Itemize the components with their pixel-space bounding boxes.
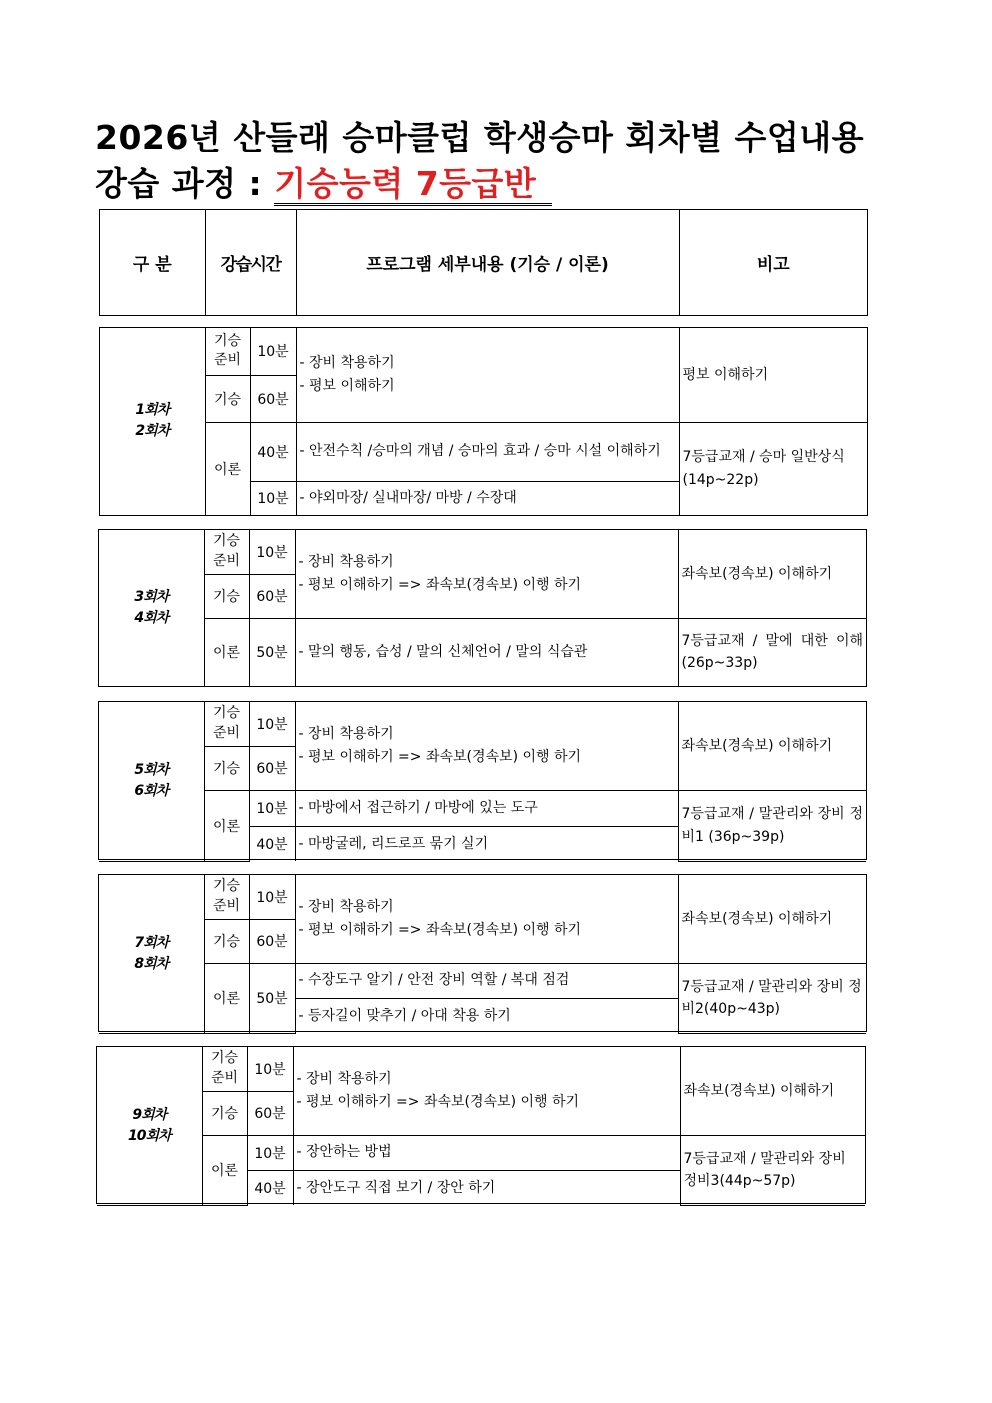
prep-label: 기승 준비 xyxy=(205,328,250,375)
theory-note: 7등급교재 / 말관리와 장비 정비3(44p~57p) xyxy=(680,1135,865,1205)
theory-note: 7등급교재 / 말에 대한 이해 (26p~33p) xyxy=(678,618,866,686)
theory-label: 이론 xyxy=(205,422,250,515)
theory-label: 이론 xyxy=(204,963,249,1033)
theory-time: 10분 xyxy=(250,481,296,515)
ride-label: 기승 xyxy=(204,574,249,618)
ride-content: - 장비 착용하기 - 평보 이해하기 => 좌속보(경속보) 이행 하기 xyxy=(295,875,678,963)
theory-note: 7등급교재 / 승마 일반상식(14p~22p) xyxy=(679,422,867,515)
theory-content: - 등자길이 맞추기 / 아대 착용 하기 xyxy=(295,998,678,1033)
theory-content: - 수장도구 알기 / 안전 장비 역할 / 복대 점검 xyxy=(295,963,678,998)
ride-note: 좌속보(경속보) 이해하기 xyxy=(678,875,866,963)
prep-time: 10분 xyxy=(249,875,295,919)
table-header xyxy=(99,209,868,316)
theory-content: - 장안하는 방법 xyxy=(293,1135,680,1170)
session-block-4 xyxy=(98,874,867,1032)
theory-time: 50분 xyxy=(249,618,295,686)
ride-label: 기승 xyxy=(204,746,249,790)
theory-label: 이론 xyxy=(204,618,249,686)
theory-content: - 말의 행동, 습성 / 말의 신체언어 / 말의 식습관 xyxy=(295,618,678,686)
ride-time: 60분 xyxy=(249,574,295,618)
session-label: 1회차 2회차 xyxy=(100,328,205,515)
ride-content: - 장비 착용하기 - 평보 이해하기 => 좌속보(경속보) 이행 하기 xyxy=(293,1047,680,1135)
ride-content: - 장비 착용하기 - 평보 이해하기 => 좌속보(경속보) 이행 하기 xyxy=(295,530,678,618)
prep-label: 기승 준비 xyxy=(202,1047,247,1091)
session-label: 3회차 4회차 xyxy=(99,530,204,686)
theory-time: 50분 xyxy=(249,963,295,1033)
ride-time: 60분 xyxy=(247,1091,293,1135)
theory-time: 10분 xyxy=(249,790,295,826)
ride-label: 기승 xyxy=(202,1091,247,1135)
theory-content: - 장안도구 직접 보기 / 장안 하기 xyxy=(293,1170,680,1205)
course-line xyxy=(95,158,552,205)
prep-label: 기승 준비 xyxy=(204,530,249,574)
ride-content: - 장비 착용하기 - 평보 이해하기 => 좌속보(경속보) 이행 하기 xyxy=(295,702,678,790)
course-value: 기승능력 7등급반 xyxy=(274,164,552,206)
ride-note: 좌속보(경속보) 이해하기 xyxy=(680,1047,865,1135)
theory-label: 이론 xyxy=(204,790,249,861)
header-note: 비고 xyxy=(679,210,867,315)
prep-label: 기승 준비 xyxy=(204,702,249,746)
ride-time: 60분 xyxy=(249,919,295,963)
theory-note: 7등급교재 / 말관리와 장비 정비2(40p~43p) xyxy=(678,963,866,1033)
theory-content: - 마방에서 접근하기 / 마방에 있는 도구 xyxy=(295,790,678,826)
ride-time: 60분 xyxy=(250,375,296,422)
theory-time: 40분 xyxy=(250,422,296,481)
ride-label: 기승 xyxy=(205,375,250,422)
prep-time: 10분 xyxy=(247,1047,293,1091)
theory-time: 40분 xyxy=(247,1170,293,1205)
theory-label: 이론 xyxy=(202,1135,247,1205)
header-time: 강습시간 xyxy=(205,210,296,315)
ride-label: 기승 xyxy=(204,919,249,963)
theory-content: - 마방굴레, 리드로프 묶기 실기 xyxy=(295,826,678,861)
ride-note: 평보 이해하기 xyxy=(679,328,867,422)
page-title: 2026년 산들래 승마클럽 학생승마 회차별 수업내용 xyxy=(95,118,864,157)
course-label: 강습 과정 : xyxy=(95,164,275,203)
session-block-3 xyxy=(98,701,867,860)
theory-content: - 야외마장/ 실내마장/ 마방 / 수장대 xyxy=(296,481,679,515)
ride-note: 좌속보(경속보) 이해하기 xyxy=(678,702,866,790)
prep-time: 10분 xyxy=(249,702,295,746)
prep-time: 10분 xyxy=(249,530,295,574)
session-label: 7회차 8회차 xyxy=(99,875,204,1033)
session-block-2 xyxy=(98,529,867,687)
header-program: 프로그램 세부내용 (기승 / 이론) xyxy=(296,210,679,315)
session-block-5 xyxy=(96,1046,866,1204)
session-label: 5회차 6회차 xyxy=(99,702,204,861)
header-division: 구 분 xyxy=(100,210,205,315)
ride-note: 좌속보(경속보) 이해하기 xyxy=(678,530,866,618)
ride-time: 60분 xyxy=(249,746,295,790)
ride-content: - 장비 착용하기 - 평보 이해하기 xyxy=(296,328,679,422)
theory-time: 40분 xyxy=(249,826,295,861)
theory-content: - 안전수칙 /승마의 개념 / 승마의 효과 / 승마 시설 이해하기 xyxy=(296,422,679,481)
theory-time: 10분 xyxy=(247,1135,293,1170)
theory-note: 7등급교재 / 말관리와 장비 정비1 (36p~39p) xyxy=(678,790,866,861)
prep-label: 기승 준비 xyxy=(204,875,249,919)
prep-time: 10분 xyxy=(250,328,296,375)
session-label: 9회차 10회차 xyxy=(97,1047,202,1205)
session-block-1 xyxy=(99,327,868,516)
